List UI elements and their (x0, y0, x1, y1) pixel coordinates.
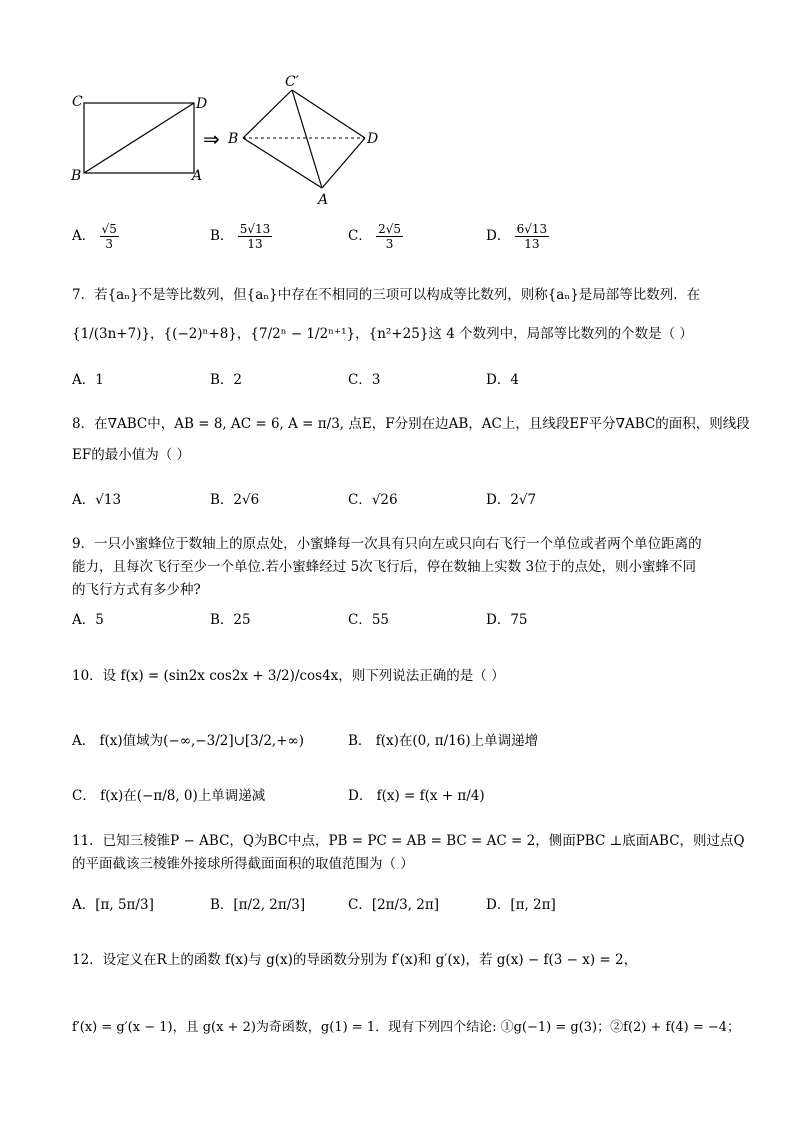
q8-line-2: EF的最小值为（ ） (72, 447, 191, 463)
q8-option-c: C．√26 (348, 492, 398, 508)
q6-option-a-num: √5 (101, 222, 117, 236)
q6-option-d-num: 6√13 (516, 222, 548, 236)
q6-option-c-letter: C． (348, 228, 372, 244)
q6-option-d-fraction (515, 222, 550, 251)
q7-option-c: C．3 (348, 372, 381, 388)
q9-line-2: 能力，且每次飞行至少一个单位.若小蜜蜂经过 5次飞行后，停在数轴上实数 3位于的点处，则小蜜蜂不同 (72, 559, 697, 575)
q11-option-d: D．[π, 2π] (486, 897, 556, 913)
diagonal-bd (84, 103, 194, 173)
q6-option-c-den: 3 (385, 237, 394, 251)
q10-option-d: D． f(x) = f(x + π/4) (348, 788, 485, 804)
q12-line-1: 12．设定义在R上的函数 f(x)与 g(x)的导函数分别为 f′(x)和 g′(x)，若 g(x) − f(3 − x) = 2， (72, 952, 638, 968)
q7-option-a: A．1 (72, 372, 104, 388)
q6-option-a-fraction (100, 222, 119, 251)
label-tetra-d: D (367, 131, 379, 147)
implies-arrow: ⇒ (203, 127, 220, 151)
q9-option-a: A．5 (72, 612, 104, 628)
q8-line-1: 8．在∇ABC中，AB = 8, AC = 6, A = π/3, 点E，F分别在边AB，AC上，且线段EF平分∇ABC的面积，则线段 (72, 416, 750, 432)
q10-option-a: A． f(x)值域为(−∞,−3/2]∪[3/2,+∞) (72, 733, 305, 749)
edge-da (322, 138, 365, 188)
label-rect-a: A (192, 168, 203, 184)
q6-option-d (486, 222, 549, 251)
q11-line-2: 的平面截该三棱锥外接球所得截面面积的取值范围为（ ） (72, 856, 414, 872)
label-rect-c: C (72, 94, 83, 110)
q6-option-a-den: 3 (105, 237, 113, 251)
q10-stem: 10．设 f(x) = (sin2x cos2x + 3/2)/cos4x，则下列说法正确的是（ ） (72, 668, 505, 684)
q7-line-2: {1/(3n+7)}，{(−2)ⁿ+8}，{7/2ⁿ − 1/2ⁿ⁺¹}，{n²+25}这 4 个数列中，局部等比数列的个数是（ ） (72, 326, 693, 342)
q10-option-c: C． f(x)在(−π/8, 0)上单调递减 (72, 788, 266, 804)
geometry-figure (60, 70, 390, 210)
q7-line-1: 7．若{aₙ}不是等比数列，但{aₙ}中存在不相同的三项可以构成等比数列，则称{aₙ}是局部等比数列．在 (72, 287, 701, 303)
q6-option-b-letter: B． (210, 228, 234, 244)
q6-option-c (348, 222, 403, 251)
q6-option-c-num: 2√5 (378, 222, 402, 236)
q6-option-a (72, 222, 119, 251)
label-tetra-b: B (228, 131, 239, 147)
q8-option-d: D．2√7 (486, 492, 537, 508)
label-rect-d: D (196, 96, 208, 112)
label-tetra-a: A (318, 192, 329, 208)
q9-option-d: D．75 (486, 612, 528, 628)
q6-option-a-letter: A． (72, 228, 96, 244)
edge-bc (243, 90, 292, 138)
label-tetra-c: C′ (285, 74, 299, 90)
q6-option-d-den: 13 (524, 237, 540, 251)
q10-option-b: B． f(x)在(0, π/16)上单调递增 (348, 733, 539, 749)
q6-option-d-letter: D． (486, 228, 511, 244)
q6-option-b-den: 13 (247, 237, 263, 251)
q6-option-c-fraction (376, 222, 403, 251)
q8-option-b: B．2√6 (210, 492, 260, 508)
edge-ca (292, 90, 322, 188)
q11-line-1: 11．已知三棱锥P − ABC，Q为BC中点，PB = PC = AB = BC = AC = 2，侧面PBC ⊥底面ABC，则过点Q (72, 833, 745, 849)
q12-line-2: f′(x) = g′(x − 1)，且 g(x + 2)为奇函数，g(1) = 1．现有下列四个结论: ①g(−1) = g(3)；②f(2) + f(4) = −4； (72, 1020, 741, 1035)
q8-option-a: A．√13 (72, 492, 122, 508)
q9-option-c: C．55 (348, 612, 390, 628)
q7-option-b: B．2 (210, 372, 243, 388)
label-rect-b: B (71, 168, 82, 184)
q11-option-a: A．[π, 5π/3] (72, 897, 154, 913)
q11-option-b: B．[π/2, 2π/3] (210, 897, 306, 913)
q6-option-b-num: 5√13 (239, 222, 271, 236)
q9-option-b: B．25 (210, 612, 251, 628)
edge-cd (292, 90, 365, 138)
q9-line-3: 的飞行方式有多少种? (72, 582, 201, 598)
q11-option-c: C．[2π/3, 2π] (348, 897, 440, 913)
q6-option-b-fraction (238, 222, 273, 251)
q6-option-b (210, 222, 272, 251)
q9-line-1: 9．一只小蜜蜂位于数轴上的原点处，小蜜蜂每一次具有只向左或只向右飞行一个单位或者两个单位距离的 (72, 536, 702, 552)
q7-option-d: D．4 (486, 372, 519, 388)
edge-ab (243, 138, 322, 188)
